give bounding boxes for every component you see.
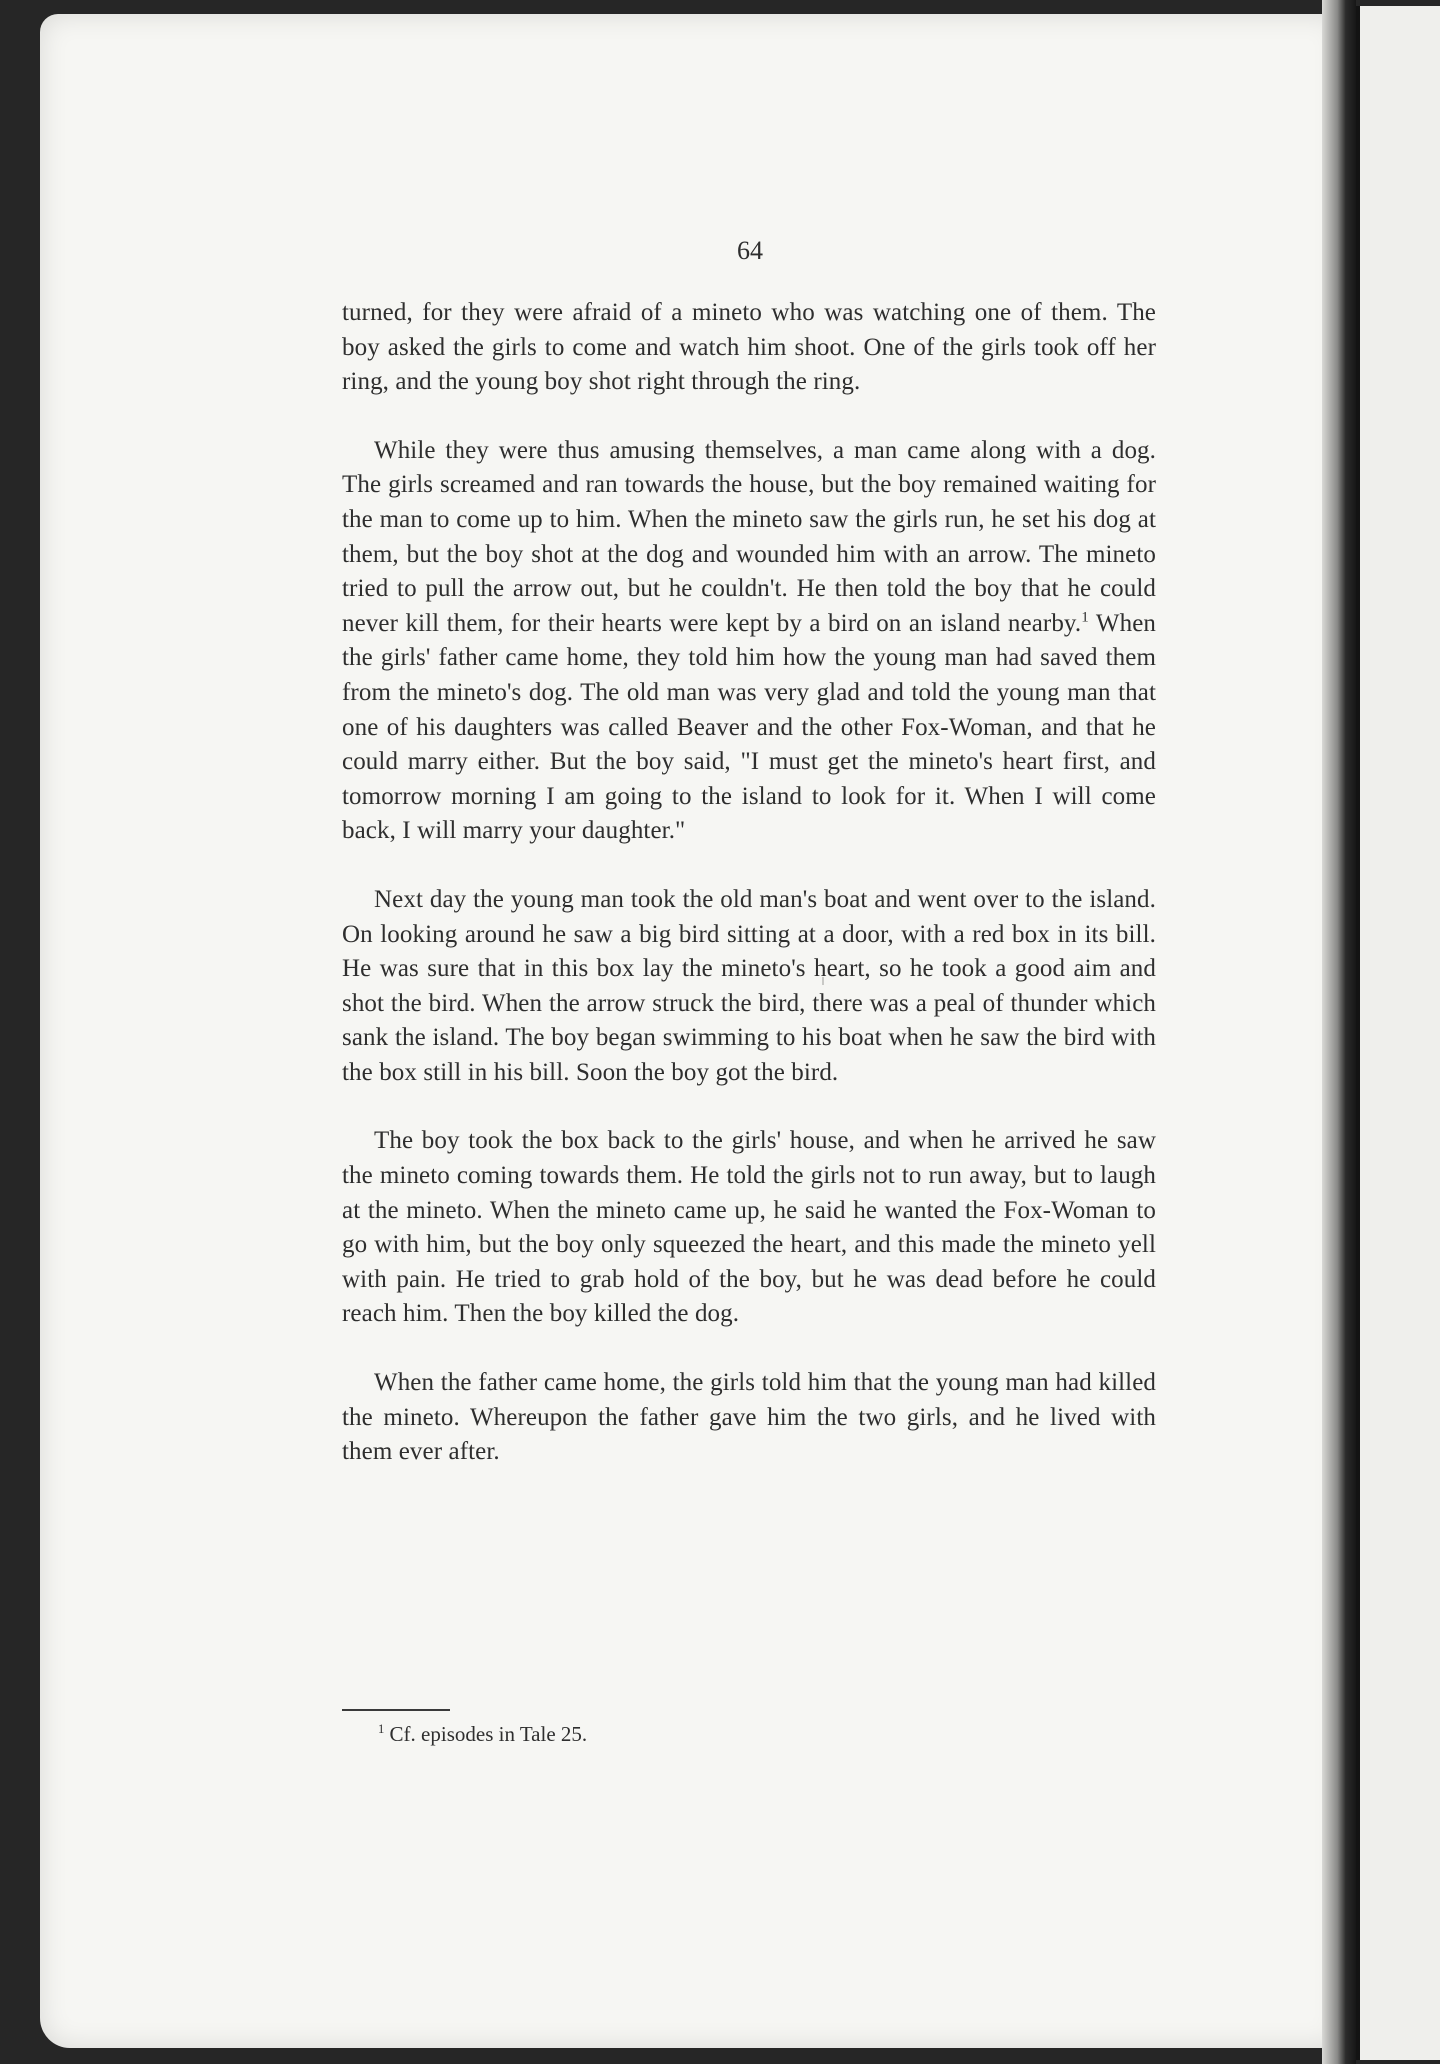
paragraph-3: Next day the young man took the old man's boat and went over to the island. On looking around he saw a big bird sitting at a door, with a red box in its bill. He was sure that in this box lay the mineto's heart, so he took a good aim and shot the bird. When the arrow struck the bird, there was a peal of thunder which sank the island. The boy began swimming to his boat when he saw the bird with the box still in his bill. Soon the boy got the bird. bbox=[342, 885, 1156, 1086]
footnote-marker: 1 bbox=[378, 1722, 385, 1736]
footnote-text: Cf. episodes in Tale 25. bbox=[384, 1722, 588, 1746]
footnote-reference: 1 bbox=[1081, 609, 1089, 626]
paragraph-2-text-b: When the girls' father came home, they told him how the young man had saved them from the mineto's dog. The old man was very glad and told the young man that one of his daughters was called Beaver and the other Fox-Woman, and that he could marry either. But the boy said, "I must get the mineto's heart first, and tomorrow morning I am going to the island to look for it. When I will come back, I will marry your daughter." bbox=[342, 609, 1156, 845]
body-text bbox=[342, 296, 1156, 1470]
book-gutter bbox=[1322, 0, 1356, 2064]
page-number: 64 bbox=[737, 236, 763, 265]
footnote bbox=[378, 1722, 587, 1747]
paragraph-2-text-a: While they were thus amusing themselves, a man came along with a dog. The girls screamed and ran towards the house, but the boy remained waiting for the man to come up to him. When the mineto saw the girls run, he set his dog at them, but the boy shot at the dog and wounded him with an arrow. The mineto tried to pull the arrow out, but he couldn't. He then told the boy that he could never kill them, for their hearts were kept by a bird on an island nearby. bbox=[342, 436, 1156, 637]
footnote-rule bbox=[342, 1709, 450, 1711]
paragraph-2 bbox=[342, 434, 1156, 849]
paragraph-1: turned, for they were afraid of a mineto who was watching one of them. The boy asked the girls to come and watch him shoot. One of the girls took off her ring, and the young boy shot right through the ring. bbox=[342, 299, 1156, 396]
paragraph-4: The boy took the box back to the girls' house, and when he arrived he saw the mineto coming towards them. He told the girls not to run away, but to laugh at the mineto. When the mineto came up, he said he wanted the Fox-Woman to go with him, but the boy only squeezed the heart, and this made the mineto yell with pain. He tried to grab hold of the boy, but he was dead before he could reach him. Then the boy killed the dog. bbox=[342, 1127, 1156, 1328]
paragraph-5: When the father came home, the girls told him that the young man had killed the mineto. Whereupon the father gave him the two girls, and he lived with them ever after. bbox=[342, 1369, 1156, 1466]
facing-page-edge bbox=[1356, 6, 1440, 2060]
